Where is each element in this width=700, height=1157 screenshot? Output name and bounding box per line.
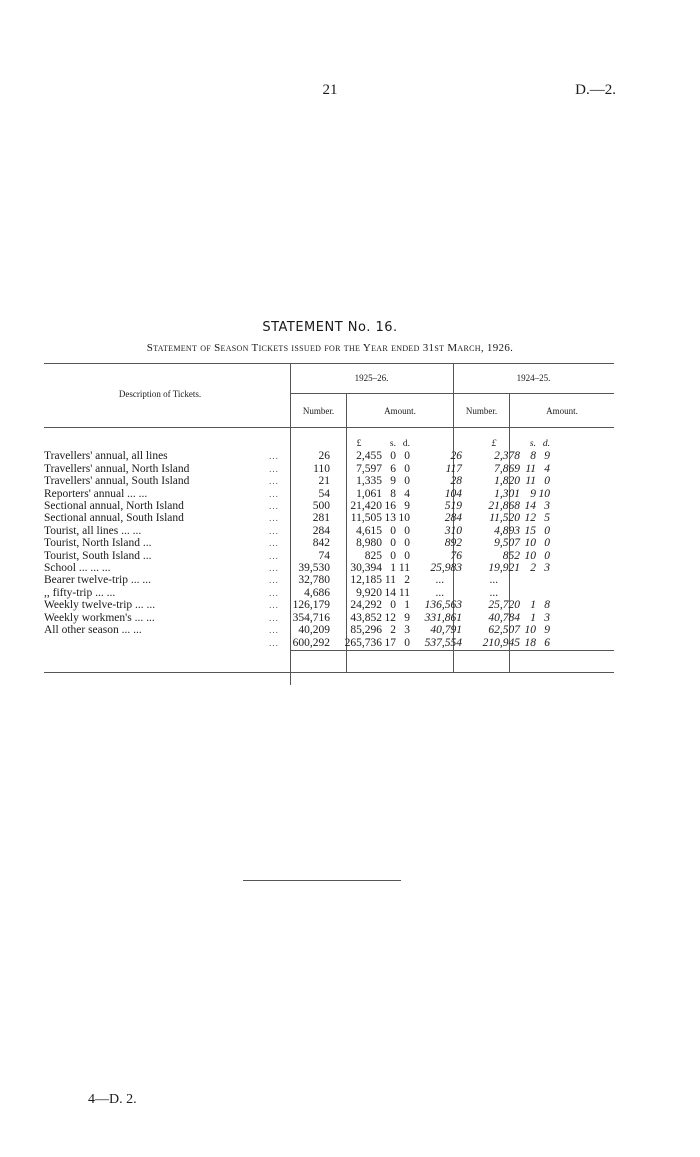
number-1924-25: 25,983 [430,562,462,575]
amount-pence-1924-25: 9 [544,450,550,463]
amount-shillings-1925-26: 11 [384,574,396,587]
amount-shillings-1925-26: 0 [390,524,396,537]
amount-pounds-1924-25: 9,507 [494,537,520,550]
amount-pence-1924-25: 5 [544,512,550,525]
number-1925-26: 26 [318,450,330,463]
number-1924-25: 136,563 [424,599,462,612]
amount-shillings-1925-26: 6 [390,462,396,475]
season-tickets-table [44,438,550,649]
amount-shillings-1924-25: 15 [524,524,536,537]
number-1925-26: 21 [318,475,330,488]
amount-pence-1924-25: 10 [538,487,550,500]
number-1925-26: 110 [313,462,330,475]
row-description [44,637,262,649]
page-number: 21 [322,82,338,98]
statement-subtitle: Statement of Season Tickets issued for the Year ended 31st March, 1926. [146,342,514,354]
leader-dots: ... [269,488,279,499]
amount-pounds-1924-25: ... [489,574,499,587]
amount-pence-1925-26: 10 [398,512,410,525]
leader-dots: ... [269,513,279,524]
amount-pence-1925-26: 0 [404,450,410,463]
amount-pounds-1925-26: 1,335 [356,475,382,488]
description-header: Description of Tickets. [118,389,202,399]
amount-header: Amount. [384,406,416,416]
amount-pounds-1925-26: 1,061 [356,487,382,500]
amount-pounds-1924-25: ... [489,586,499,599]
amount-shillings-1924-25: 11 [525,475,536,488]
amount-pounds-1925-26: 7,597 [356,462,382,475]
unit-pence: d. [402,439,410,449]
header-bottom-rule [44,427,614,428]
table-row [44,500,550,512]
amount-shillings-1925-26: 9 [390,475,396,488]
unit-shillings: s. [389,439,396,449]
amount-shillings-1924-25: 14 [524,500,536,513]
number-1925-26: 54 [318,487,330,500]
amount-pence-1925-26: 0 [404,462,410,475]
footer-signature: 4—D. 2. [88,1092,137,1107]
table-row [44,612,550,624]
amount-shillings-1925-26: 17 [384,636,396,649]
amount-pence-1924-25 [536,574,550,586]
number-1925-26: 74 [318,549,330,562]
table-row [44,512,550,524]
leader-dots: ... [269,476,279,487]
amount-pounds-1925-26: 30,394 [350,562,382,575]
number-1924-25: 104 [444,487,462,500]
number-1924-25: ... [435,574,445,587]
number-1925-26: 284 [312,524,330,537]
amount-pounds-1924-25: 210,945 [482,636,520,649]
amount-pounds-1924-25: 21,868 [488,500,520,513]
period-header-1925: 1925–26. [354,373,389,383]
unit-pence: d. [542,439,550,449]
number-1925-26: 281 [312,512,330,525]
amount-shillings-1924-25 [520,574,536,586]
amount-pence-1925-26: 0 [404,475,410,488]
amount-shillings-1924-25: 11 [525,462,536,475]
amount-shillings-1924-25: 1 [530,611,536,624]
amount-pence-1925-26: 11 [398,586,410,599]
row-description: Tourist, South Island ... [44,549,152,562]
table-row [44,450,550,462]
amount-shillings-1924-25: 9 [530,487,536,500]
row-description: Weekly workmen's ... ... [44,611,155,624]
amount-pence-1924-25: 3 [544,611,550,624]
amount-pounds-1924-25: 19,921 [488,562,520,575]
number-1925-26: 40,209 [298,624,330,637]
table-row [44,599,550,611]
amount-shillings-1925-26: 1 [390,562,396,575]
row-description: Sectional annual, South Island [44,512,184,525]
row-description: Travellers' annual, South Island [44,475,190,488]
number-1925-26: 32,780 [298,574,330,587]
amount-shillings-1925-26: 0 [390,537,396,550]
amount-pounds-1924-25: 40,784 [488,611,520,624]
amount-pence-1925-26: 11 [398,562,410,575]
amount-pounds-1925-26: 43,852 [350,611,382,624]
row-description: School ... ... ... [44,562,111,575]
amount-pounds-1924-25: 852 [502,549,520,562]
amount-pence-1925-26: 9 [404,500,410,513]
amount-pence-1925-26: 3 [404,624,410,637]
amount-shillings-1925-26: 13 [384,512,396,525]
document-reference: D.—2. [575,82,616,98]
amount-pounds-1924-25: 2,378 [494,450,520,463]
amount-shillings-1924-25: 1 [530,599,536,612]
number-header: Number. [302,406,335,416]
period-divider-rule [290,393,614,394]
statement-title: STATEMENT No. 16. [262,320,398,335]
table-bottom-rule [44,672,614,673]
amount-header: Amount. [546,406,578,416]
number-1924-25: 26 [450,450,462,463]
leader-dots: ... [269,550,279,561]
number-1924-25: ... [435,586,445,599]
row-description: Travellers' annual, all lines [44,450,168,463]
amount-pence-1924-25: 0 [544,549,550,562]
leader-dots: ... [269,637,279,648]
row-description: All other season ... ... [44,624,142,637]
amount-shillings-1924-25: 10 [524,549,536,562]
row-description: Sectional annual, North Island [44,500,184,513]
unit-pounds: £ [491,439,497,449]
number-1924-25: 519 [444,500,462,513]
table-row [44,475,550,487]
amount-pounds-1925-26: 2,455 [356,450,382,463]
amount-pounds-1924-25: 7,869 [494,462,520,475]
row-description: ,, fifty-trip ... ... [44,586,116,599]
number-1924-25: 310 [444,524,462,537]
number-1925-26: 354,716 [292,611,330,624]
leader-dots: ... [269,451,279,462]
row-description: Reporters' annual ... ... [44,487,148,500]
table-row [44,550,550,562]
amount-pence-1924-25: 0 [544,537,550,550]
row-description: Bearer twelve-trip ... ... [44,574,151,587]
number-header: Number. [465,406,498,416]
table-row [44,537,550,549]
number-1925-26: 500 [312,500,330,513]
number-1924-25: 331,861 [424,611,462,624]
table-body [44,438,550,649]
amount-pence-1924-25: 3 [544,562,550,575]
amount-shillings-1924-25: 2 [530,562,536,575]
amount-pence-1925-26: 1 [404,599,410,612]
amount-pounds-1925-26: 11,505 [350,512,382,525]
amount-pence-1924-25 [536,587,550,599]
amount-pence-1924-25: 9 [544,624,550,637]
amount-shillings-1924-25: 12 [524,512,536,525]
amount-shillings-1924-25: 8 [530,450,536,463]
amount-shillings-1924-25: 18 [524,636,536,649]
number-1925-26: 600,292 [292,636,330,649]
amount-pence-1925-26: 0 [404,636,410,649]
amount-shillings-1925-26: 16 [384,500,396,513]
amount-pence-1924-25: 4 [544,462,550,475]
period-header-1924: 1924–25. [516,373,551,383]
amount-pounds-1925-26: 21,420 [350,500,382,513]
table-top-rule [44,363,614,364]
amount-pence-1925-26: 0 [404,549,410,562]
totals-row [44,637,550,649]
table-row [44,574,550,586]
row-description: Tourist, North Island ... [44,537,152,550]
amount-shillings-1925-26: 2 [390,624,396,637]
table-row [44,488,550,500]
amount-pence-1924-25: 3 [544,500,550,513]
amount-shillings-1925-26: 12 [384,611,396,624]
leader-dots: ... [269,600,279,611]
number-1925-26: 842 [312,537,330,550]
amount-pounds-1924-25: 1,820 [494,475,520,488]
number-1924-25: 537,554 [424,636,462,649]
table-row [44,463,550,475]
unit-shillings: s. [529,439,536,449]
leader-dots: ... [269,463,279,474]
number-1925-26: 4,686 [304,586,330,599]
totals-top-rule [290,650,614,651]
amount-pounds-1925-26: 4,615 [356,524,382,537]
number-1924-25: 892 [444,537,462,550]
number-1924-25: 28 [450,475,462,488]
number-1925-26: 39,530 [298,562,330,575]
number-1924-25: 117 [445,462,462,475]
number-1924-25: 40,791 [430,624,462,637]
amount-pence-1925-26: 0 [404,524,410,537]
unit-row [44,438,550,450]
amount-pounds-1924-25: 62,507 [488,624,520,637]
table-row [44,525,550,537]
amount-shillings-1924-25: 10 [524,537,536,550]
number-1925-26: 126,179 [292,599,330,612]
row-description: Tourist, all lines ... ... [44,524,142,537]
amount-shillings-1925-26: 0 [390,549,396,562]
amount-pence-1924-25: 0 [544,475,550,488]
number-1924-25: 76 [450,549,462,562]
leader-dots: ... [269,525,279,536]
leader-dots: ... [269,587,279,598]
amount-pence-1925-26: 2 [404,574,410,587]
leader-dots: ... [269,538,279,549]
row-description: Travellers' annual, North Island [44,462,190,475]
leader-dots: ... [269,612,279,623]
amount-pounds-1925-26: 8,980 [356,537,382,550]
amount-pence-1924-25: 0 [544,524,550,537]
amount-pounds-1925-26: 12,185 [350,574,382,587]
amount-shillings-1925-26: 8 [390,487,396,500]
leader-dots: ... [269,625,279,636]
amount-pounds-1925-26: 825 [364,549,382,562]
table-row [44,562,550,574]
amount-pounds-1924-25: 11,520 [489,512,520,525]
amount-pounds-1924-25: 4,893 [494,524,520,537]
amount-pounds-1925-26: 265,736 [344,636,382,649]
amount-pounds-1924-25: 1,301 [494,487,520,500]
amount-pence-1924-25: 6 [544,636,550,649]
amount-pence-1925-26: 0 [404,537,410,550]
row-description: Weekly twelve-trip ... ... [44,599,156,612]
amount-pence-1925-26: 4 [404,487,410,500]
amount-pounds-1925-26: 85,296 [350,624,382,637]
amount-pounds-1925-26: 9,920 [356,586,382,599]
amount-pence-1924-25: 8 [544,599,550,612]
table-row [44,624,550,636]
amount-shillings-1925-26: 14 [384,586,396,599]
amount-shillings-1925-26: 0 [390,599,396,612]
leader-dots: ... [269,563,279,574]
number-1924-25: 284 [444,512,462,525]
amount-pence-1925-26: 9 [404,611,410,624]
amount-shillings-1924-25: 10 [524,624,536,637]
unit-pounds: £ [356,439,362,449]
table-row [44,587,550,599]
amount-pounds-1925-26: 24,292 [350,599,382,612]
leader-dots: ... [269,575,279,586]
amount-shillings-1924-25 [520,587,536,599]
amount-shillings-1925-26: 0 [390,450,396,463]
closing-rule [243,880,401,881]
amount-pounds-1924-25: 25,720 [488,599,520,612]
leader-dots: ... [269,501,279,512]
